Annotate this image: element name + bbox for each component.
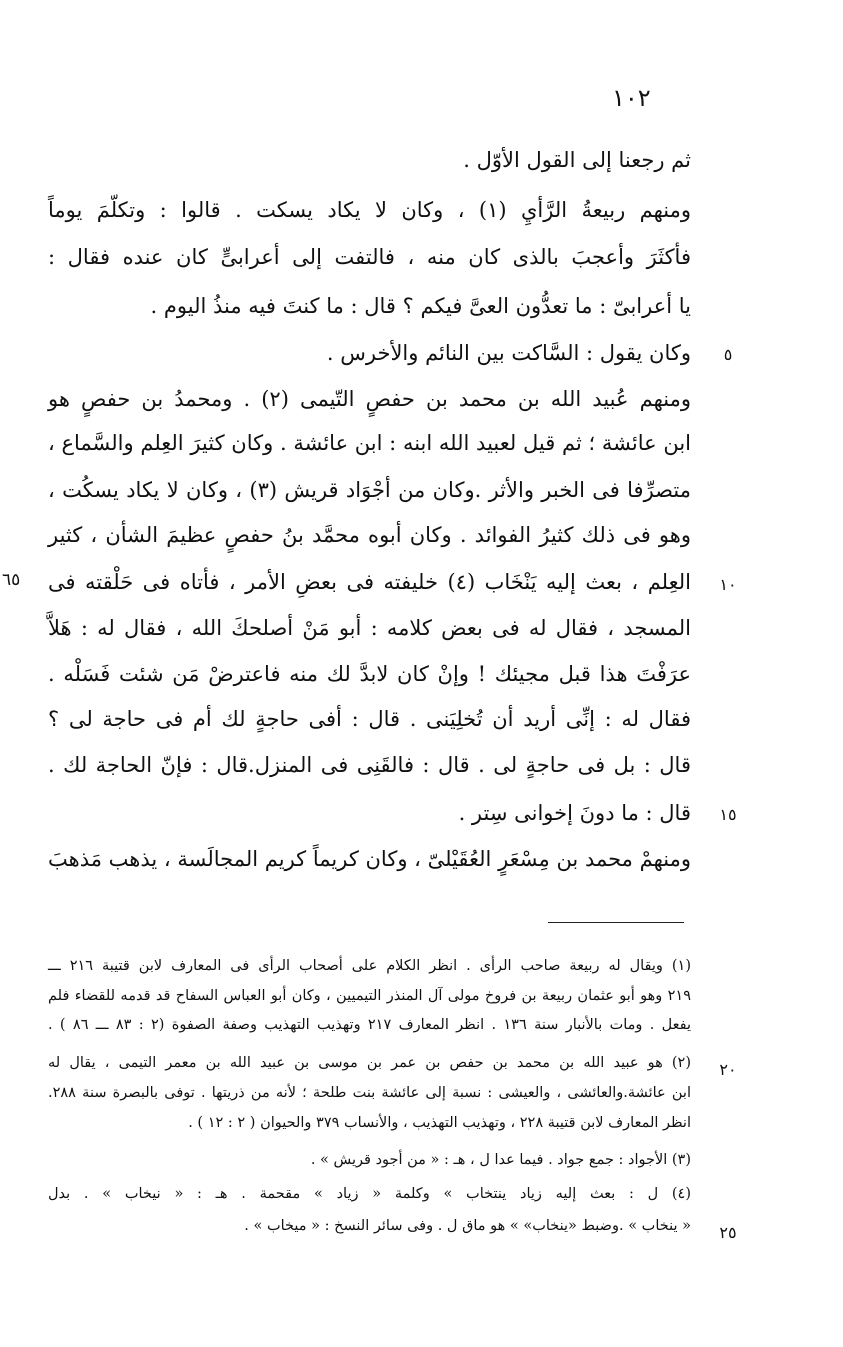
- page-number: ١٠٢: [612, 84, 651, 112]
- body-line: قال : بل فى حاجةٍ لى . قال : فالقَنِى فى المنزل.قال : فإنّ الحاجة لك .: [48, 753, 691, 777]
- line-number: ١٥: [719, 805, 737, 824]
- footnote-line: (٣) الأجواد : جمع جواد . فيما عدا ل ، هـ : « من أجود قريش » .: [310, 1152, 691, 1168]
- body-line: العِلم ، بعث إليه يَنْخَاب (٤) خليفته فى بعضِ الأمر ، فأتاه فى حَلْقته فى: [48, 570, 691, 594]
- line-number: ٥: [723, 345, 733, 364]
- line-number: ٢٠: [719, 1060, 737, 1079]
- body-line: وكان يقول : السَّاكت بين النائم والأخرس .: [326, 341, 691, 365]
- body-line: ابن عائشة ؛ ثم قيل لعبيد الله ابنه : ابن عائشة . وكان كثيرَ العِلم والسَّماع ،: [48, 431, 691, 455]
- body-line: ثم رجعنا إلى القول الأوّل .: [463, 148, 691, 172]
- body-line: ومنهم عُبيد الله بن محمد بن حفصٍ التّيمى (٢) . ومحمدُ بن حفصٍ هو: [48, 387, 691, 411]
- body-line: يا أعرابىّ : ما تعدُّون العىَّ فيكم ؟ قال : ما كنتَ فيه منذُ اليوم .: [150, 294, 691, 318]
- footnote-line: « ينخاب » .وضبط «ينخاب» » هو ماق ل . وفى سائر النسخ : « ميخاب » .: [244, 1218, 691, 1234]
- footnote-line: يفعل . ومات بالأنبار سنة ١٣٦ . انظر المعارف ٢١٧ وتهذيب التهذيب وصفة الصفوة (٢ : ٨٣ ـــ ٨٦ ) .: [48, 1017, 692, 1033]
- body-line: متصرِّفا فى الخبر والأثر .وكان من أجْوَاد قريش (٣) ، وكان لا يكاد يسكُت ،: [48, 478, 691, 502]
- footnote-line: ابن عائشة.والعائشى ، والعيشى : نسبة إلى عائشة بنت طلحة ؛ لأنه من ذريتها . توفى بالبصرة سنة ٢٨٨.: [48, 1085, 691, 1101]
- line-number: ٢٥: [719, 1223, 737, 1242]
- footnote-line: (٢) هو عبيد الله بن محمد بن حفص بن عمر بن موسى بن عبيد الله بن معمر التيمى ، يقال له: [48, 1055, 691, 1071]
- footnote-separator: [548, 922, 684, 923]
- body-line: قال : ما دونَ إخوانى سِتر .: [458, 801, 691, 825]
- body-line: فأكثَرَ وأعجبَ بالذى كان منه ، فالتفت إلى أعرابىٍّ كان عنده فقال :: [48, 245, 691, 269]
- line-number: ١٠: [719, 575, 737, 594]
- body-line: فقال له : إنِّى أريد أن تُخلِيَنى . قال : أفى حاجةٍ لك أم فى حاجة لى ؟: [48, 707, 691, 731]
- body-line: وهو فى ذلك كثيرُ الفوائد . وكان أبوه محمَّد بنُ حفصٍ عظيمَ الشأن ، كثير: [48, 523, 691, 547]
- footnote-line: (١) ويقال له ربيعة صاحب الرأى . انظر الكلام على أصحاب الرأى فى المعارف لابن قتيبة ٢١٦ ـــ: [48, 958, 691, 974]
- footnote-line: ٢١٩ وهو أبو عثمان ربيعة بن فروخ مولى آل المنذر التيميين ، وكان أبو العباس السفاح قد قدمه للقضاء فلم: [48, 988, 691, 1004]
- margin-page-reference: ٦٥: [2, 570, 21, 590]
- body-line: ومنهمْ محمد بن مِسْعَرٍ العُقَيْلىّ ، وكان كريماً كريم المجالَسة ، يذهب مَذهبَ: [48, 847, 691, 871]
- body-line: ومنهم ربيعةُ الرَّأيِ (١) ، وكان لا يكاد يسكت . قالوا : وتكلّمَ يوماً: [48, 198, 691, 222]
- body-line: المسجد ، فقال له فى بعض كلامه : أبو مَنْ أصلحكَ الله ، فقال له : هَلاَّ: [48, 616, 691, 640]
- footnote-line: (٤) ل : بعث إليه زياد ينتخاب » وكلمة « زياد » مقحمة . هـ : « نيخاب » . بدل: [48, 1186, 691, 1202]
- body-line: عرَفْتَ هذا قبل مجيئك ! وإنْ كان لابدَّ لك منه فاعترضْ مَن شئت فَسَلْه .: [48, 662, 691, 686]
- footnote-line: انظر المعارف لابن قتيبة ٢٢٨ ، وتهذيب التهذيب ، والأنساب ٣٧٩ والحيوان ( ٢ : ١٢ ) .: [188, 1115, 691, 1131]
